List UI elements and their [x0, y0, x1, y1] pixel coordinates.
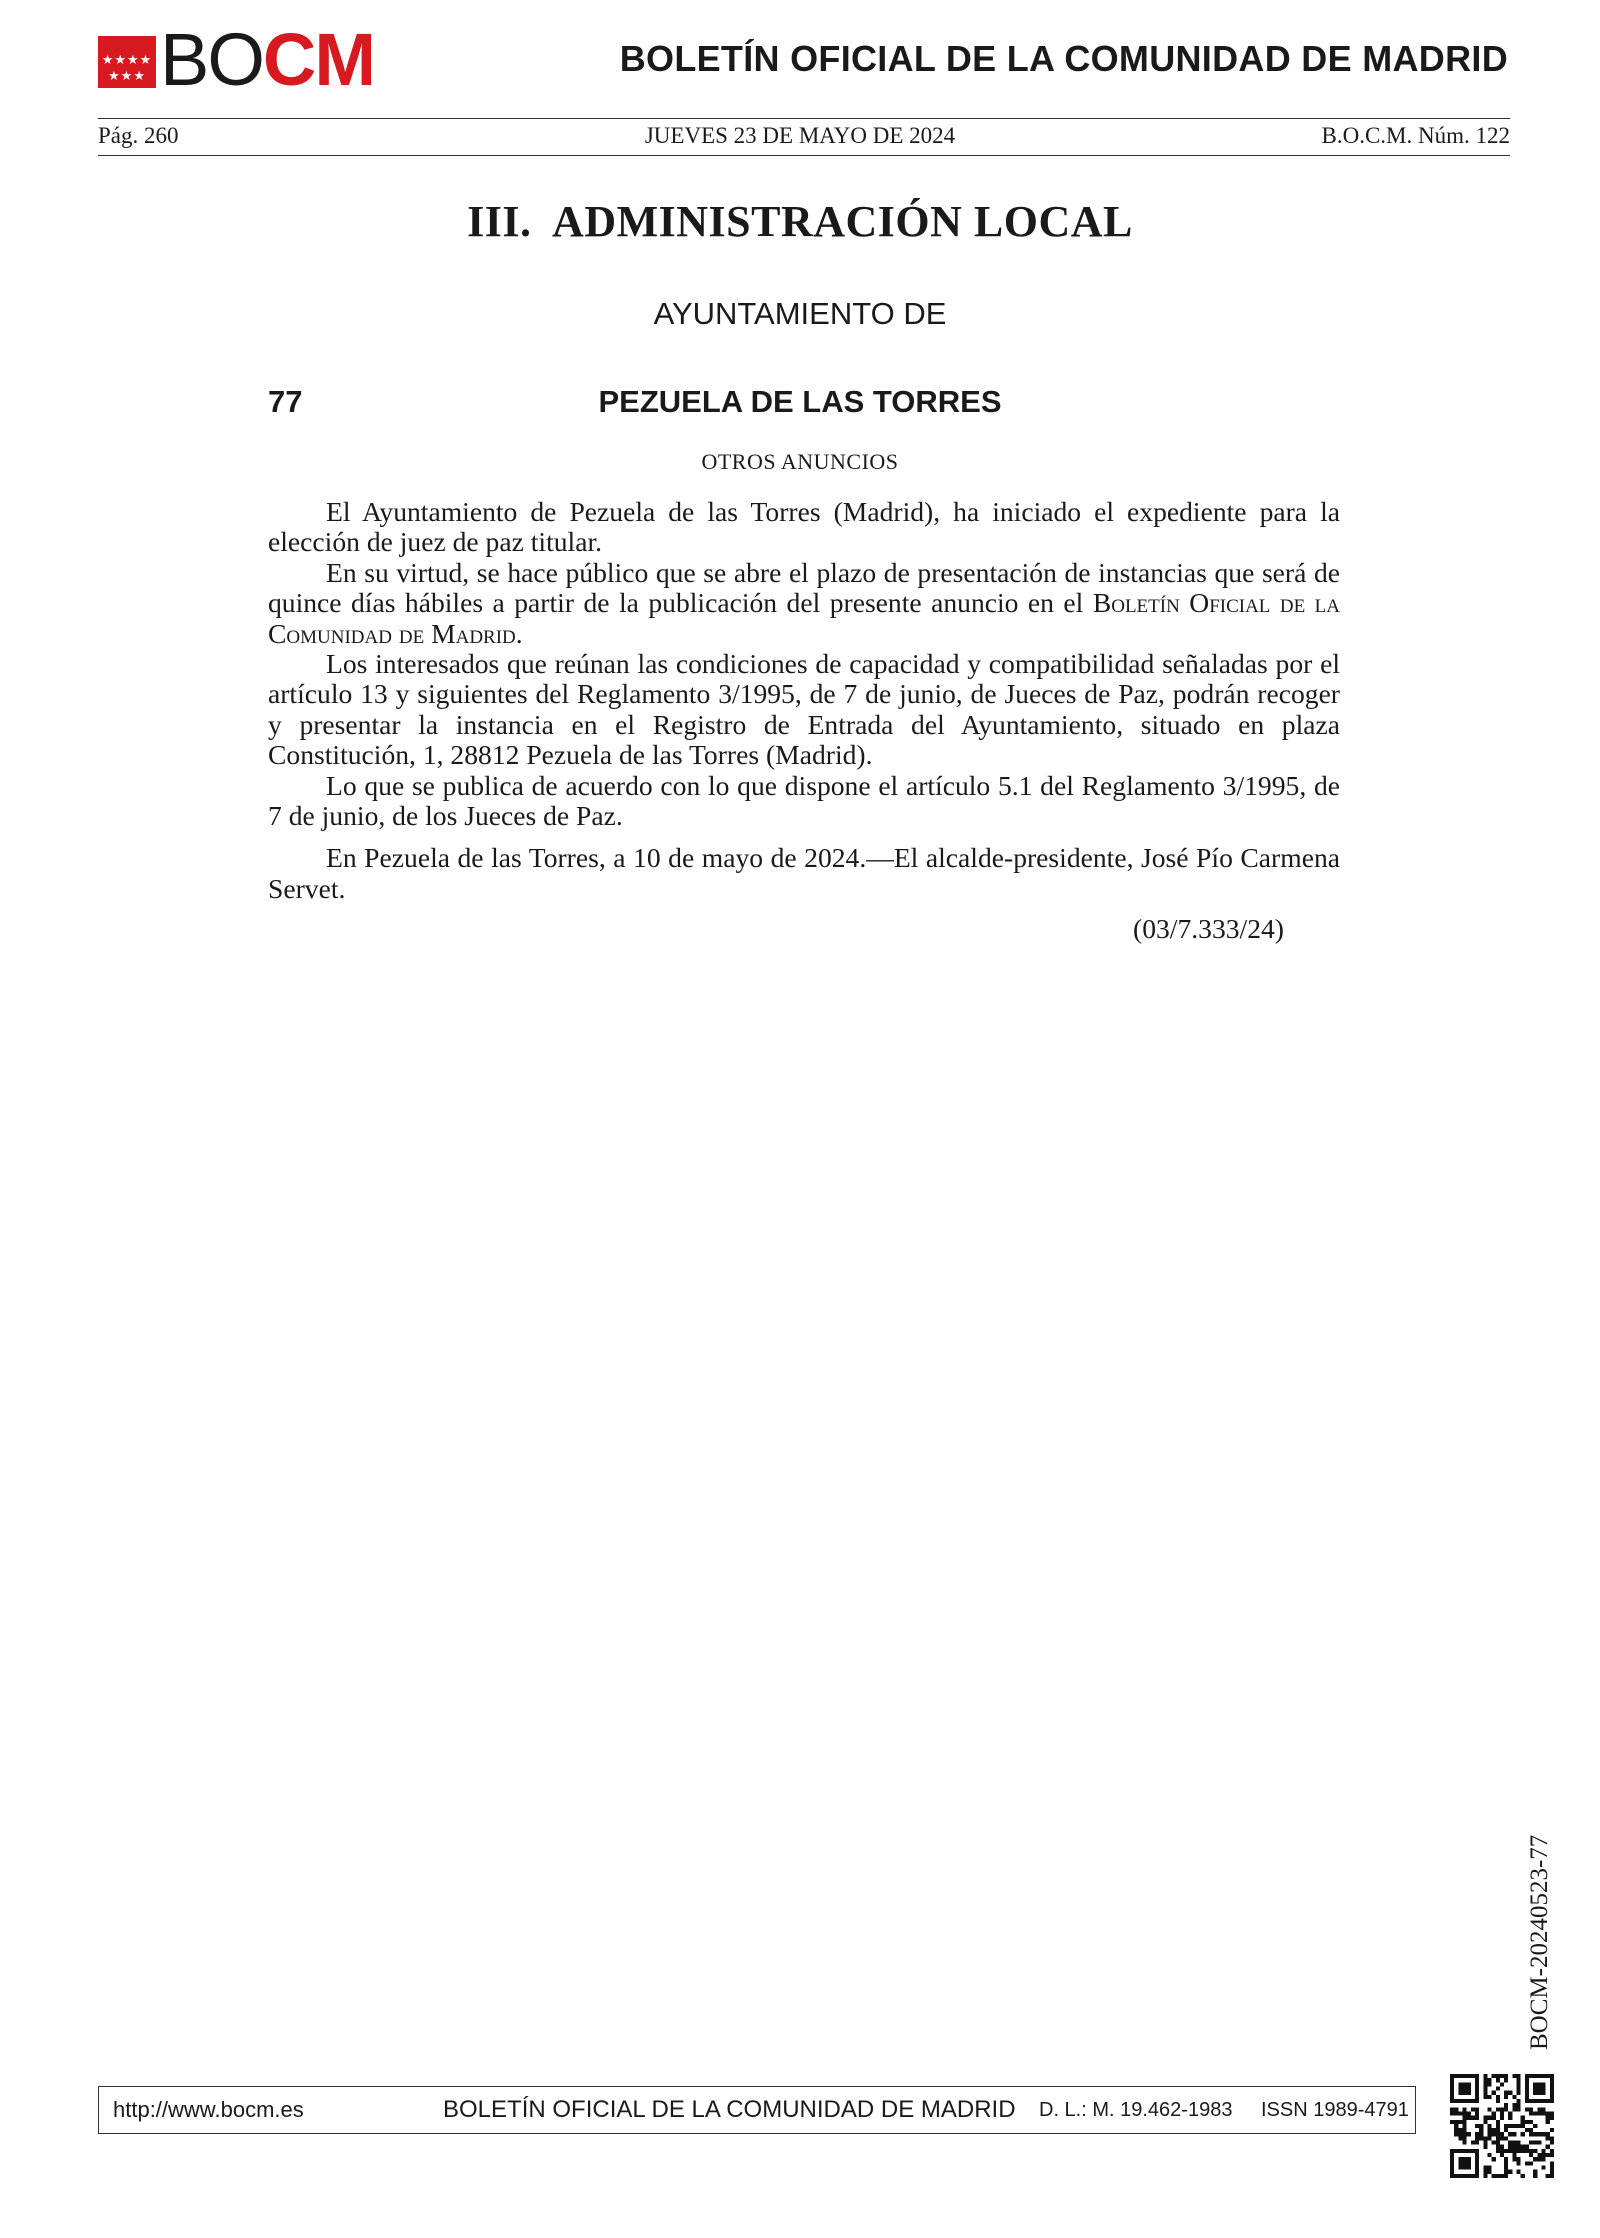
announcement-type: OTROS ANUNCIOS [701, 449, 899, 474]
issue-number: B.O.C.M. Núm. 122 [1321, 123, 1510, 148]
flag-stars: ★★★★ ★★★ [101, 53, 153, 84]
ayuntamiento-label: AYUNTAMIENTO DE [653, 296, 947, 331]
announcement-reference: (03/7.333/24) [1133, 913, 1284, 944]
logo-suffix: CM [262, 18, 375, 101]
footer-url-link[interactable]: http://www.bocm.es [113, 2097, 304, 2122]
body-paragraph-2 [268, 558, 1340, 649]
footer-legal-deposit: D. L.: M. 19.462-1983 [1039, 2099, 1233, 2121]
header-rule-bottom [98, 155, 1510, 156]
bocm-logo [98, 18, 375, 101]
header-rule-top [98, 118, 1510, 119]
logo-prefix: BO [160, 18, 263, 101]
page-number: Pág. 260 [98, 123, 179, 148]
bulletin-name-smallcaps: Boletín Oficial de la Comunidad de Madrid [268, 587, 1340, 649]
body-paragraph-4: Lo que se publica de acuerdo con lo que dispone el artículo 5.1 del Reglamento 3/1995, de 7 de junio, de los Jueces de Paz. [268, 769, 1340, 832]
body-paragraph-2-text: En su virtud, se hace público que se abre el plazo de presentación de instancias que será de quince días hábiles a partir de la publicación del presente anuncio en el [268, 556, 1340, 619]
bulletin-title: BOLETÍN OFICIAL DE LA COMUNIDAD DE MADRID [619, 38, 1508, 79]
body-paragraph-1: El Ayuntamiento de Pezuela de las Torres (Madrid), ha iniciado el expediente para la elección de juez de paz titular. [268, 496, 1340, 558]
body-paragraph-2-end: . [515, 617, 523, 649]
section-title: III. ADMINISTRACIÓN LOCAL [467, 197, 1133, 246]
announcement-body [268, 497, 1340, 904]
madrid-flag-icon [98, 36, 156, 88]
issue-date: JUEVES 23 DE MAYO DE 2024 [644, 123, 956, 148]
municipality-name: PEZUELA DE LAS TORRES [598, 384, 1002, 419]
signature-paragraph: En Pezuela de las Torres, a 10 de mayo de 2024.—El alcalde-presidente, José Pío Carmena Servet. [268, 842, 1340, 904]
logo-wordmark [160, 18, 375, 101]
qr-code-icon [1450, 2074, 1554, 2178]
footer-issn: ISSN 1989-4791 [1261, 2099, 1409, 2121]
footer-bulletin-name: BOLETÍN OFICIAL DE LA COMUNIDAD DE MADRID [443, 2096, 1016, 2123]
footer [98, 2086, 1416, 2134]
announcement-number: 77 [268, 384, 303, 419]
body-paragraph-3: Los interesados que reúnan las condiciones de capacidad y compatibilidad señaladas por el artículo 13 y siguientes del Reglamento 3/1995, de 7 de junio, de Jueces de Paz, podrán recoger y presentar la instancia en el Registro de Entrada del Ayuntamiento, situado en plaza Constitución, 1, 28812 Pezuela de las Torres (Madrid). [268, 648, 1340, 771]
document-code: BOCM-20240523-77 [1526, 1834, 1553, 2050]
